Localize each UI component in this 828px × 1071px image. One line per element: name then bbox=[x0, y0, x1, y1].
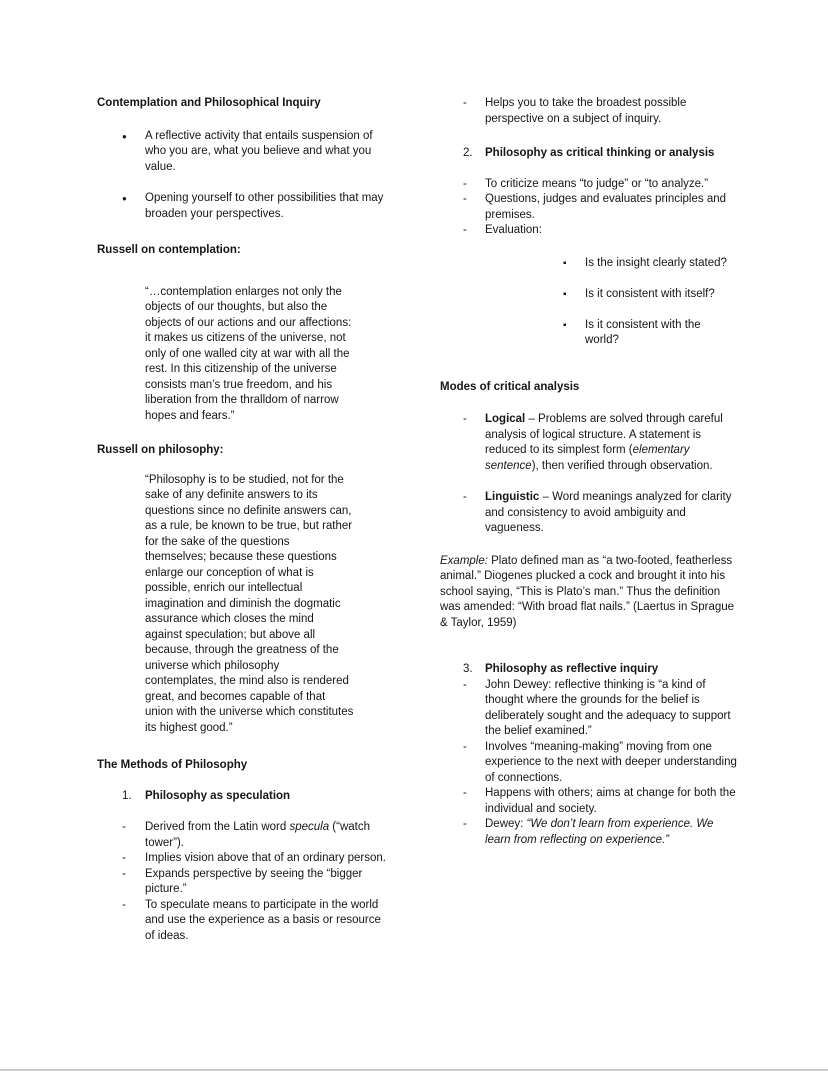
numbered-item-title: Philosophy as reflective inquiry bbox=[485, 663, 659, 675]
dash-marker: - bbox=[463, 678, 467, 691]
heading-russell-philosophy: Russell on philosophy: bbox=[97, 444, 224, 456]
numbered-item-speculation bbox=[97, 789, 393, 805]
list-item bbox=[463, 412, 741, 474]
list-item bbox=[122, 851, 393, 867]
list-item-text bbox=[485, 412, 741, 474]
heading-russell-contemplation: Russell on contemplation: bbox=[97, 244, 241, 256]
list-item bbox=[463, 177, 741, 193]
italic-segment: “We don’t learn from experience. We learn from reflecting on experience.” bbox=[485, 818, 714, 846]
square-marker: ▪ bbox=[563, 289, 567, 300]
list-item-text: Is it consistent with itself? bbox=[585, 288, 715, 300]
text-segment: Derived from the Latin word bbox=[145, 821, 290, 833]
bullet-marker: ● bbox=[122, 194, 127, 203]
list-item bbox=[122, 820, 393, 851]
text-segment: Dewey: bbox=[485, 818, 527, 830]
numbered-item-title: Philosophy as speculation bbox=[145, 789, 291, 802]
text-segment: Plato defined man as “a two-footed, featherless animal.” Diogenes plucked a cock and brought it into his school saying, “This is Plato’s man.” Thus the definition was amended: “With broad flat nails.” (Laertus in Sprague & Taylor, 1959) bbox=[440, 554, 735, 629]
heading-methods: The Methods of Philosophy bbox=[97, 759, 248, 771]
right-column bbox=[440, 96, 741, 848]
dash-marker: - bbox=[463, 97, 467, 109]
italic-segment: elementary sentence bbox=[485, 444, 690, 472]
list-item-text: Is the insight clearly stated? bbox=[585, 256, 727, 269]
list-item bbox=[463, 192, 741, 223]
heading-contemplation: Contemplation and Philosophical Inquiry bbox=[97, 97, 321, 109]
dash-marker: - bbox=[122, 852, 126, 864]
italic-segment: Example: bbox=[440, 554, 488, 567]
list-item-text: Happens with others; aims at change for both the individual and society. bbox=[485, 787, 736, 815]
list-item-text: To speculate means to participate in the world and use the experience as a basis or resource of ideas. bbox=[145, 898, 381, 942]
numbered-item-reflective bbox=[440, 662, 741, 678]
bold-segment: Logical bbox=[485, 413, 526, 425]
dash-marker: - bbox=[122, 898, 126, 911]
modes-dash-list bbox=[440, 412, 741, 537]
square-marker: ▪ bbox=[563, 257, 567, 269]
list-item-text: Helps you to take the broadest possible perspective on a subject of inquiry. bbox=[485, 97, 687, 125]
reflective-dash-list bbox=[440, 678, 741, 849]
dash-marker: - bbox=[463, 224, 467, 236]
list-item bbox=[122, 191, 393, 222]
evaluation-square-list bbox=[440, 256, 741, 349]
text-segment: (“watch tower”). bbox=[145, 821, 370, 849]
list-item-text: To criticize means “to judge” or “to analyze.” bbox=[485, 177, 709, 190]
numbered-item-title: Philosophy as critical thinking or analysis bbox=[485, 147, 715, 159]
text-segment: – Word meanings analyzed for clarity and consistency to avoid ambiguity and vagueness. bbox=[485, 491, 732, 534]
dash-marker: - bbox=[463, 787, 467, 799]
example-paragraph bbox=[440, 554, 741, 632]
list-item bbox=[122, 867, 393, 898]
list-item-text bbox=[485, 490, 741, 537]
list-item bbox=[463, 96, 741, 127]
list-item-text: Evaluation: bbox=[485, 224, 542, 236]
dash-marker: - bbox=[463, 491, 467, 503]
number-marker: 1. bbox=[122, 789, 132, 802]
critical-dash-list bbox=[440, 177, 741, 239]
list-item bbox=[122, 898, 393, 945]
contemplation-bullet-list bbox=[97, 129, 393, 223]
list-item-text: Expands perspective by seeing the “bigger picture.” bbox=[145, 867, 363, 895]
text-segment: ), then verified through observation. bbox=[531, 459, 713, 472]
list-item bbox=[463, 817, 741, 848]
number-marker: 3. bbox=[463, 663, 473, 675]
square-marker: ▪ bbox=[563, 319, 567, 331]
dash-marker: - bbox=[463, 818, 467, 830]
list-item-text: A reflective activity that entails suspension of who you are, what you believe and what you value. bbox=[145, 129, 373, 173]
list-item bbox=[563, 256, 741, 272]
speculation-dash-list-continued bbox=[440, 96, 741, 127]
list-item-text: Questions, judges and evaluates principles and premises. bbox=[485, 193, 727, 221]
dash-marker: - bbox=[463, 177, 467, 190]
russell-philosophy-quote: “Philosophy is to be studied, not for the sake of any definite answers to its questions since no definite answers can, as a rule, be known to be true, but rather for the sake of the questions themselves; because these questions enlarge our conception of what is possible, enrich our intellectual imagination and diminish the dogmatic assurance which closes the mind against speculation; but above all because, through the greatness of the universe which philosophy contemplates, the mind also is rendered great, and becomes capable of that union with the universe which constitutes its highest good.” bbox=[145, 473, 354, 734]
bullet-marker: ● bbox=[122, 131, 127, 141]
speculation-dash-list bbox=[97, 820, 393, 944]
italic-segment: specula bbox=[289, 821, 330, 833]
text-segment: – Problems are solved through careful analysis of logical structure. A statement is reduced to its simplest form ( bbox=[485, 413, 723, 456]
list-item-text: Is it consistent with the world? bbox=[585, 318, 701, 346]
bold-segment: Linguistic bbox=[485, 491, 540, 503]
dash-marker: - bbox=[122, 821, 126, 833]
dash-marker: - bbox=[463, 413, 467, 425]
list-item bbox=[563, 287, 741, 303]
list-item bbox=[463, 490, 741, 537]
list-item bbox=[463, 223, 741, 239]
list-item-text bbox=[145, 820, 393, 851]
number-marker: 2. bbox=[463, 147, 473, 159]
list-item-text: John Dewey: reflective thinking is “a kind of thought where the grounds for the belief is deliberately sought and the adequacy to support the belief examined.” bbox=[485, 678, 731, 737]
heading-modes: Modes of critical analysis bbox=[440, 380, 580, 393]
list-item bbox=[122, 129, 393, 176]
list-item bbox=[463, 678, 741, 740]
left-column bbox=[97, 96, 393, 944]
list-item bbox=[463, 786, 741, 817]
numbered-item-critical bbox=[440, 146, 741, 162]
list-item-text: Involves “meaning-making” moving from one experience to the next with deeper understanding of connections. bbox=[485, 740, 737, 784]
list-item-text bbox=[485, 817, 741, 848]
dash-marker: - bbox=[122, 867, 126, 880]
dash-marker: - bbox=[463, 193, 467, 205]
list-item bbox=[463, 740, 741, 787]
list-item bbox=[563, 318, 741, 349]
russell-contemplation-quote: “…contemplation enlarges not only the objects of our thoughts, but also the objects of our actions and our affections: it makes us citizens of the universe, not only of one walled city at war with all the rest. In this citizenship of the universe consists man’s true freedom, and his liberation from the thralldom of narrow hopes and fears.” bbox=[145, 285, 352, 422]
list-item-text: Opening yourself to other possibilities that may broaden your perspectives. bbox=[145, 192, 384, 220]
list-item-text: Implies vision above that of an ordinary person. bbox=[145, 852, 386, 864]
dash-marker: - bbox=[463, 740, 467, 753]
